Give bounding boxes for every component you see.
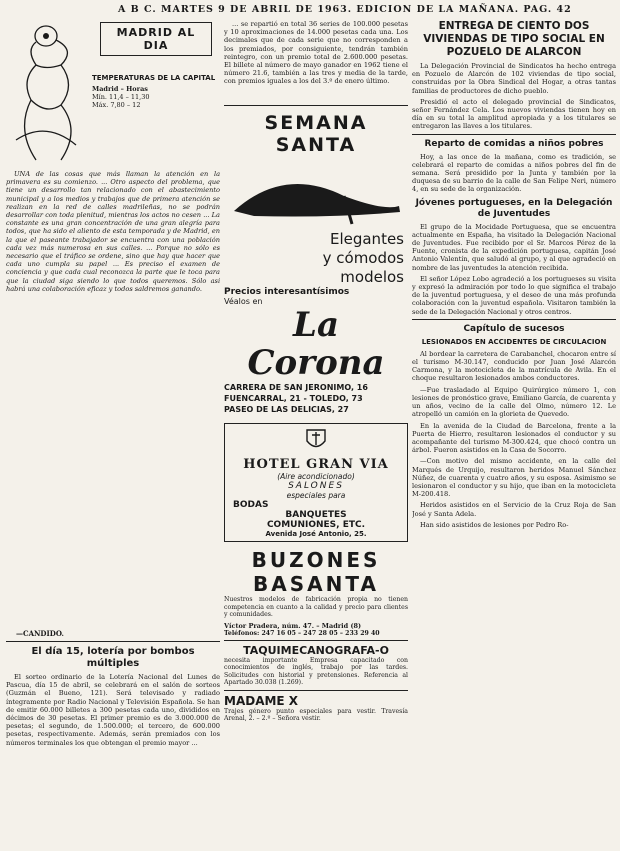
youth-p2: El señor López Lobo agradeció a los portugueses su visita y expresó la admiración por todo lo que significa el trabajo de la juventud portuguesa, y el deseo de una más profunda colaboración con la juventud española. Visitaron también la sede de la Delegación Nacional y otros centros.	[412, 274, 616, 316]
hotel-line-5: COMUNIONES, ETC.	[266, 520, 366, 530]
hotel-ad	[224, 423, 408, 542]
hotel-line-4: BANQUETES	[285, 510, 347, 520]
editorial-signature: —CANDIDO.	[16, 629, 64, 638]
ad1-address-1: CARRERA DE SAN JERONIMO, 16	[224, 383, 368, 392]
events-subheadline: LESIONADOS EN ACCIDENTES DE CIRCULACION	[421, 337, 607, 346]
shoe-illustration	[224, 156, 408, 226]
madame-x-title: MADAME X	[224, 693, 299, 708]
taquimeca-text: necesita importante Empresa capacitado con conocimientos de inglés, trabajo por las tardes. Solicitudes con historial y pretensiones. Referencia al Apartado 30.038 (1.269).	[224, 656, 408, 686]
lottery-headline: El día 15, lotería por bombos múltiples	[31, 646, 195, 669]
hotel-line-1: SALONES	[288, 481, 344, 491]
madrid-al-dia-box: MADRID AL DIA	[100, 22, 212, 56]
column-1	[6, 20, 220, 848]
basanta-title: BASANTA	[253, 572, 379, 596]
ad1-address-2: FUENCARRAL, 21 - TOLEDO, 73	[224, 394, 363, 403]
events-p5: Heridos asistidos en el Servicio de la Cruz Roja de San José y Santa Adela.	[412, 501, 616, 518]
divider	[224, 640, 408, 641]
buzones-phones: Teléfonos: 247 16 05 – 247 28 05 – 233 29 40	[224, 629, 380, 637]
page-header: A B C. MARTES 9 DE ABRIL DE 1963. EDICION DE LA MAÑANA. PAG. 42	[118, 4, 572, 15]
hotel-title: HOTEL GRAN VIA	[243, 457, 389, 472]
ad1-address-3: PASEO DE LAS DELICIAS, 27	[224, 405, 349, 414]
hotel-line-3: BODAS	[233, 500, 269, 510]
ad1-line-3: modelos	[340, 268, 404, 286]
housing-p1: La Delegación Provincial de Sindicatos ha hecho entrega en Pozuelo de Alarcón de 102 viviendas de tipo social, construidas por la Obra Sindical del Hogar, a otras tantas familias de productores de dicho pueblo.	[412, 62, 616, 95]
lottery-body: El sorteo ordinario de la Lotería Nacional del Lunes de Pascua, día 15 de abril, se celebrará en el salón de sorteos (Guzmán el Bueno, 121). Será televisado y radiado íntegramente por Radio Nacional y Televisión Española. Se han de emitir 60.000 billetes a 300 pesetas cada uno, divididos en décimos de 30 pesetas. El primer premio es de 3.000.000 de pesetas; el segundo, de 1.500.000; el tercero, de 600.000 pesetas, respectivamente. Además, serán premiados con los números terminales los que obtengan el premio mayor ...	[6, 673, 220, 747]
editorial-text: UNA de las cosas que más llaman la atención en la primavera es su comienzo. ... Otro aspecto del problema, que tiene un desarrollo tan relacionado con el abastecimiento municipal y a los medios y trabajos que de primera atención se realizan en la red de calles madrileñas, no se podrán desarrollar con toda plenitud, mientras los actos no cesen ... La constante es una gran concentración de una gran alegría para todos, que ha sido el aliento de esta temporada y de Madrid, en la que el paseante trabajador se encuentra con una población cada vez más numerosa en sus calles. ... Porque no sólo es necesario que el tráfico se ordene, sino que hay que hacer que cada uno cumpla su papel ... Es preciso el examen de conciencia y que cada cual reconozca la parte que le toca para que la ciudad siga siendo lo que todos queremos. Sólo así habrá una colaboración eficaz y todos saldremos ganando.	[6, 170, 220, 293]
temp-head: Madrid – Horas	[92, 85, 148, 93]
woman-illustration	[6, 20, 86, 170]
divider	[224, 690, 408, 691]
hotel-sub: (Aire acondicionado)	[277, 472, 355, 481]
ad1-line-2: y cómodos	[322, 249, 404, 267]
meals-headline: Reparto de comidas a niños pobres	[424, 138, 604, 149]
divider	[412, 319, 616, 320]
ad1-line-5: Véalos en	[224, 297, 263, 306]
youth-p1: El grupo de la Mocidade Portuguesa, que se encuentra actualmente en España, ha visitado la Delegación Nacional de Juventudes. Fue recibido por el Sr. Marcos Pérez de la Fuente, cronista de la expedición portuguesa, capitán José Antonio Valentín, que saludó al grupo, y al que agradeció en nombre de las juventudes la atención recibida.	[412, 222, 616, 272]
meals-p: Hoy, a las once de la mañana, como es tradición, se celebrará el reparto de comidas a niños pobres del fin de semana. Será presidido por la Junta y también por la duquesa de su barrio de la calle de San Felipe Neri, número 4, en su sede de la organización.	[412, 152, 616, 194]
youth-headline: Jóvenes portugueses, en la Delegación de Juventudes	[415, 197, 613, 219]
buzones-address: Víctor Pradera, núm. 47. – Madrid (8)	[224, 621, 362, 630]
lottery-continued: ... se repartió en total 36 series de 100.000 pesetas y 10 aproximaciones de 14.000 pesetas cada una. Los decimales que de cada serie que no corresponden a los premiados, por consiguiente, tendrán también reintegro, con un premio total de 2.600.000 pesetas. El billete al número de mayo ganador en 1962 tiene el número 21.6, también a las tres y media de la tarde, con premios iguales a los del 3.º de enero último.	[224, 20, 408, 86]
events-headline: Capítulo de sucesos	[463, 323, 565, 334]
ad1-line-1: Elegantes	[329, 230, 404, 248]
divider	[224, 105, 408, 106]
events-p3: En la avenida de la Ciudad de Barcelona, frente a la Puerta de Hierro, resultaron lesionados el conductor y su acompañante del turismo M-300.424, que chocó contra un árbol. Fueron asistidos en la Casa de Socorro.	[412, 421, 616, 455]
buzones-title: BUZONES	[251, 548, 381, 572]
divider	[6, 641, 220, 642]
buzones-text: Nuestros modelos de fabricación propia no tienen competencia en cuanto a la calidad y precio para clientes y comunidades.	[224, 596, 408, 618]
events-p2: —Fue trasladado al Equipo Quirúrgico número 1, con lesiones de pronóstico grave, Emiliano García, de cuarenta y un años, vecino de la calle del Olmo, número 12. Le atropelló un camión en la glorieta de Quevedo.	[412, 385, 616, 419]
column-3	[412, 20, 616, 848]
la-corona-brand: La Corona	[247, 305, 385, 383]
temp-row-1: Mín. 11,4 – 11,30	[92, 93, 150, 101]
column-2	[224, 20, 408, 848]
hotel-line-2: especiales para	[286, 491, 346, 500]
temp-title: TEMPERATURAS DE LA CAPITAL	[92, 74, 216, 82]
taquimeca-title: TAQUIMECANOGRAFA-O	[243, 643, 389, 657]
hotel-crest-icon	[304, 427, 328, 453]
housing-headline: ENTREGA DE CIENTO DOS VIVIENDAS DE TIPO SOCIAL EN POZUELO DE ALARCON	[423, 20, 605, 58]
events-p6: Han sido asistidos de lesiones por Pedro Ro-	[420, 520, 569, 529]
events-p1: Al bordear la carretera de Carabanchel, chocaron entre sí el turismo M-30.147, conducido por Juan José Alarcón Carmona, y la motocicleta de la matrícula de Avila. En el choque resultaron lesionados ambos conductores.	[412, 349, 616, 383]
ad1-line-4: Precios interesantísimos	[224, 287, 350, 297]
top-block	[6, 20, 220, 170]
hotel-address: Avenida José Antonio, 25.	[265, 530, 367, 538]
semana-santa-title: SEMANA SANTA	[264, 112, 368, 156]
temp-row-2: Máx. 7,80 – 12	[92, 101, 141, 109]
divider	[412, 134, 616, 135]
madame-x-text: Trajes género punto especiales para vestir. Travesía Arenal, 2. – 2.º – Señora vestir.	[224, 707, 408, 722]
events-p4: —Con motivo del mismo accidente, en la calle del Marqués de Urquijo, resultaron heridos Manuel Sánchez Núñez, de cuarenta y cuatro años, y su esposa. Asimismo se lesionaron el conductor y su hijo, que iban en la motocicleta M-200.418.	[412, 457, 616, 499]
housing-p2: Presidió el acto el delegado provincial de Sindicatos, señor Fernández Cela. Los nuevos viviendas tienen hoy en día en su total la amplitud apropiada y a los titulares se entregaron las llaves a los titulares.	[412, 97, 616, 131]
